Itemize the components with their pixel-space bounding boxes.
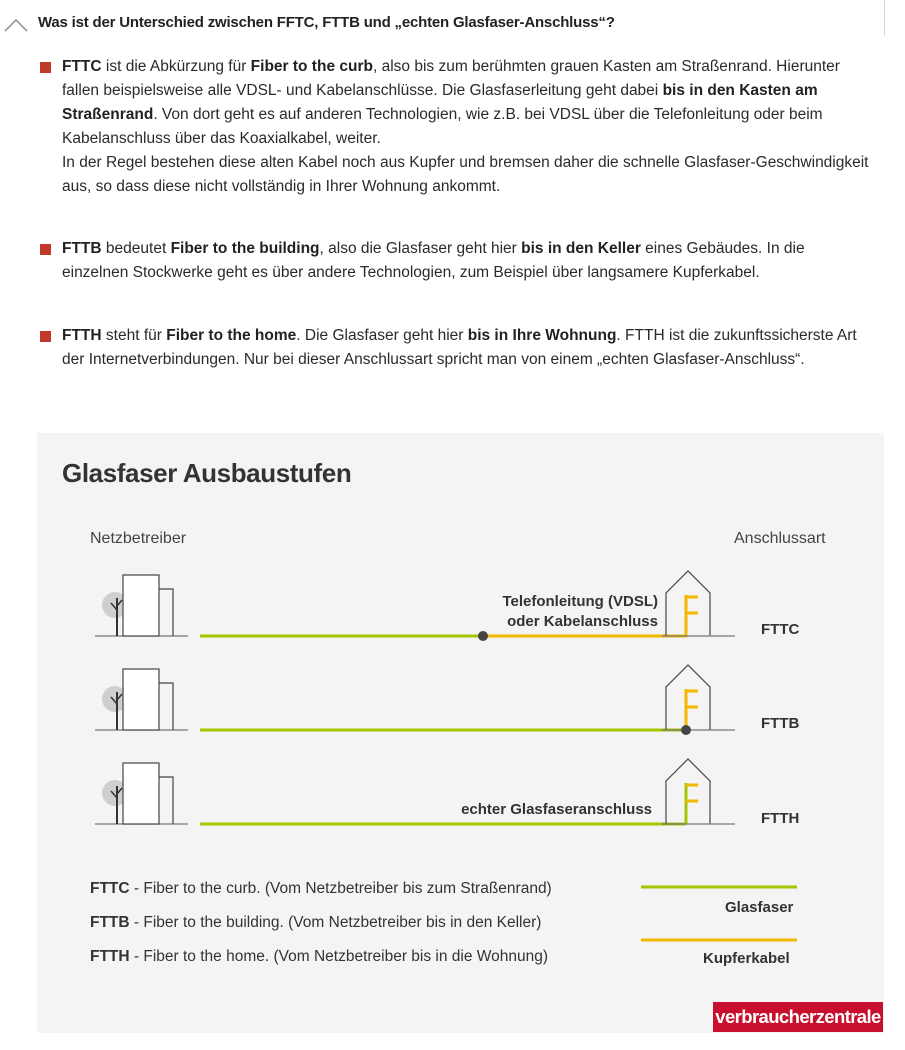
infographic-title: Glasfaser Ausbaustufen <box>62 458 352 488</box>
row-label-fttc: FTTC <box>761 621 800 638</box>
list-item-text: FTTB bedeutet Fiber to the building, also die Glasfaser geht hier bis in den Keller eines Gebäudes. In die einzelnen Stockwerke geht es über andere Technologien, zum Beispiel über langsamere Kupferkabel. <box>62 240 805 281</box>
network-operator-label: Netzbetreiber <box>90 530 187 547</box>
faq-question: Was ist der Unterschied zwischen FFTC, FTTB und „echten Glasfaser-Anschluss“? <box>38 14 615 31</box>
house-icon <box>666 571 710 636</box>
office-building-icon <box>123 763 173 824</box>
verbraucherzentrale-logo: verbraucherzentrale <box>713 1002 883 1032</box>
house-icon <box>666 665 710 730</box>
junction-dot-icon <box>478 631 488 641</box>
legend-item-fttb: FTTB - Fiber to the building. (Vom Netzbetreiber bis in den Keller) <box>90 914 542 931</box>
row-label-ftth: FTTH <box>761 810 800 827</box>
copper-key-label: Kupferkabel <box>703 950 790 967</box>
office-building-icon <box>123 669 173 730</box>
ftth-annotation: echter Glasfaseranschluss <box>461 801 652 818</box>
house-icon <box>666 759 710 824</box>
junction-dot-icon <box>681 725 691 735</box>
fttc-annotation: Telefonleitung (VDSL) oder Kabelanschluss <box>502 593 658 630</box>
fiber-key-label: Glasfaser <box>725 899 794 916</box>
connection-type-label: Anschlussart <box>734 530 826 547</box>
list-item-text: FTTH steht für Fiber to the home. Die Glasfaser geht hier bis in Ihre Wohnung. FTTH ist die zukunftssicherste Art der Internetverbindungen. Nur bei dieser Anschlussart spricht man von einem „echten Glasfaser-Anschluss“. <box>62 327 857 368</box>
office-building-icon <box>123 575 173 636</box>
row-fttb <box>95 665 735 735</box>
legend-item-ftth: FTTH - Fiber to the home. (Vom Netzbetreiber bis in die Wohnung) <box>90 948 549 965</box>
legend-item-fttc: FTTC - Fiber to the curb. (Vom Netzbetreiber bis zum Straßenrand) <box>90 880 552 897</box>
list-item-text: FTTC ist die Abkürzung für Fiber to the curb, also bis zum berühmten grauen Kasten am Straßenrand. Hierunter fallen beispielsweise alle VDSL- und Kabelanschlüsse. Die Glasfaserleitung geht dabei bis in den Kasten am Straßenrand. Von dort geht es auf anderen Technologien, wie z.B. bei VDSL über die Telefonleitung oder beim Kabelanschluss über das Koaxialkabel, weiter. In der Regel bestehen diese alten Kabel noch aus Kupfer und bremsen daher die schnelle Glasfaser-Geschwindigkeit aus, so dass diese nicht vollständig in Ihrer Wohnung ankommt. <box>62 58 869 195</box>
row-label-fttb: FTTB <box>761 715 800 732</box>
